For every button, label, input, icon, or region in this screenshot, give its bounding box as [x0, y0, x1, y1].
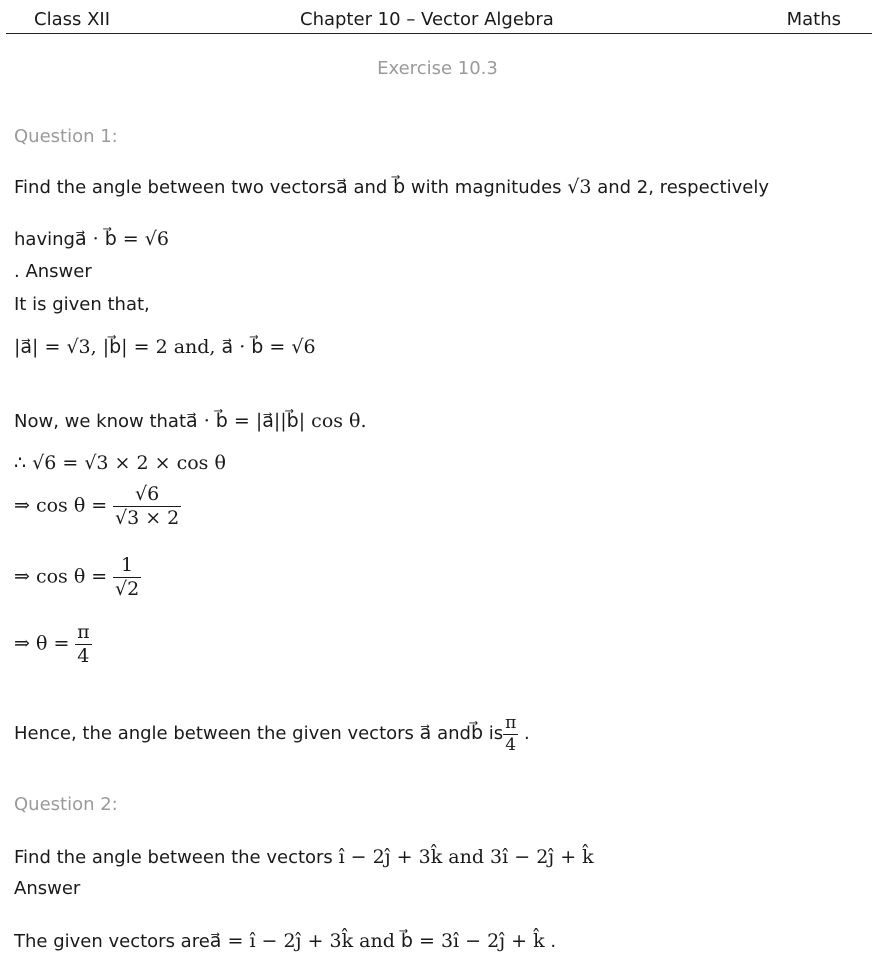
fraction-pi-over-4: $\frac{\pi}{4}$ — [77, 621, 90, 667]
fraction-sqrt6-over-sqrt3x2: $\frac{√6}{√3 \times 2}$ — [114, 483, 180, 529]
step-4: ⇒ θ = $\frac{\pi}{4}$ — [14, 621, 90, 667]
question-2-text: Find the angle between the vectors î − 2ĵ + 3k̂ and 3î − 2ĵ + k̂ — [14, 846, 594, 868]
page-header — [0, 0, 875, 36]
formula-line: Now, we know thata⃗ · b⃗ = |a⃗||b⃗| cos θ. — [14, 410, 367, 432]
answer-label-2: Answer — [14, 878, 81, 899]
question-2-given-vectors: a⃗ = î − 2ĵ + 3k̂ and b⃗ = 3î − 2ĵ + k̂ — [209, 930, 545, 952]
exercise-title: Exercise 10.3 — [377, 58, 498, 79]
header-chapter: Chapter 10 – Vector Algebra — [300, 9, 554, 30]
fraction-1-over-sqrt2: $\frac{1}{√2}$ — [114, 554, 140, 600]
question-1-text: Find the angle between two vectorsa⃗ and b⃗ with magnitudes √3 and 2, respectively — [14, 176, 769, 198]
question-2-label: Question 2: — [14, 794, 118, 815]
vector-b: b⃗ — [393, 176, 406, 198]
given-equation: |a⃗| = √3, |b⃗| = 2 and, a⃗ · b⃗ = √6 — [14, 336, 316, 358]
header-subject: Maths — [786, 9, 841, 30]
conclusion: Hence, the angle between the given vectors a⃗ andb⃗ is $\frac{\pi}{4}$ . — [14, 713, 530, 755]
question-2-given: The given vectors area⃗ = î − 2ĵ + 3k̂ and b⃗ = 3î − 2ĵ + k̂ . — [14, 930, 557, 952]
answer-label: . Answer — [14, 261, 92, 282]
given-intro: It is given that, — [14, 294, 150, 315]
answer-fraction: $\frac{\pi}{4}$ — [505, 713, 517, 755]
step-2: ⇒ cos θ = $\frac{√6}{√3 \times 2}$ — [14, 483, 180, 529]
question-2-vectors: î − 2ĵ + 3k̂ and 3î − 2ĵ + k̂ — [338, 846, 594, 868]
sqrt-3: √3 — [567, 176, 592, 198]
step-3: ⇒ cos θ = $\frac{1}{√2}$ — [14, 554, 140, 600]
header-divider — [6, 33, 872, 34]
question-1-label: Question 1: — [14, 126, 118, 147]
vector-a: a⃗ — [336, 176, 348, 198]
dot-product-given: a⃗ · b⃗ = √6 — [74, 228, 169, 250]
dot-product-formula: a⃗ · b⃗ = |a⃗||b⃗| cos θ. — [186, 410, 367, 432]
header-class: Class XII — [34, 9, 111, 30]
question-1-condition: havinga⃗ · b⃗ = √6 — [14, 228, 169, 250]
step-1: ∴ √6 = √3 × 2 × cos θ — [14, 452, 226, 474]
